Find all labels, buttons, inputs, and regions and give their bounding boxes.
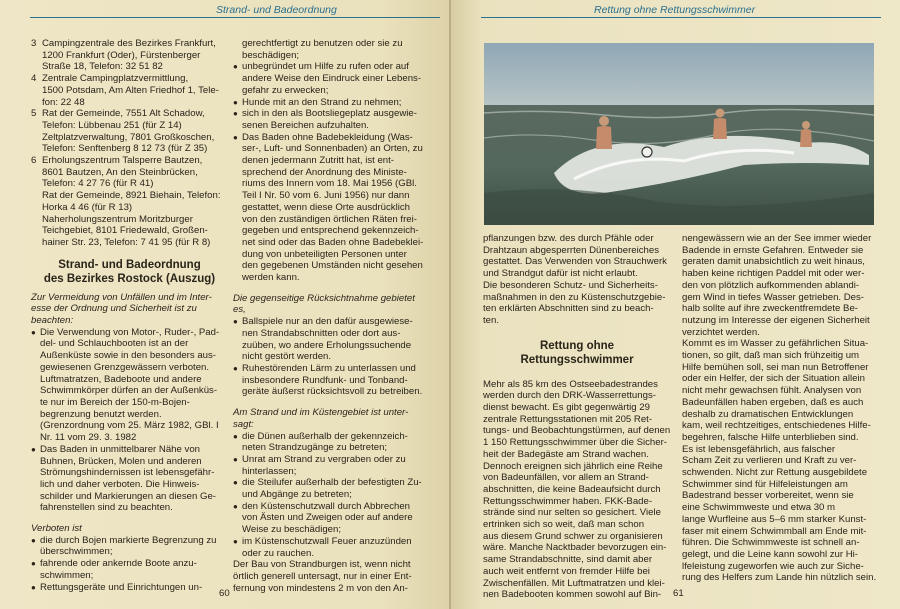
text-line: Unrat am Strand zu vergraben oder zu xyxy=(242,453,406,465)
text-line: maßnahmen in den zu Küstenschutzgebie- xyxy=(483,291,666,303)
bullet-item xyxy=(233,108,440,131)
bullet-item xyxy=(233,97,440,109)
address-entry xyxy=(31,155,228,249)
text-line: sprechend der Anordnung des Ministe- xyxy=(242,166,407,178)
text-line: unbegründet um Hilfe zu rufen oder auf xyxy=(242,61,409,73)
text-line: ten erklärten Abschnitten sind zu beach- xyxy=(483,303,654,315)
text-line: im Küstenschutzwall Feuer anzuzünden xyxy=(242,535,412,547)
text-line: Drahtzaun abgesperrten Dünenbereiches xyxy=(483,244,659,256)
left-page-header: Strand- und Badeordnung xyxy=(216,4,337,16)
bullet-item xyxy=(31,327,228,444)
text-line: tionen, so gilt, daß man sich frühzeitig um xyxy=(682,350,860,362)
text-line: hainer Str. 23, Telefon: 7 41 95 (für R 8) xyxy=(42,236,211,248)
entry-number: 5 xyxy=(31,108,37,120)
text-line: gegeben und entsprechend gekennzeich- xyxy=(242,225,419,237)
text-line: dienst bewacht. Es gibt gegenwärtig 29 xyxy=(483,402,650,414)
text-line: Naherholungszentrum Moritzburger xyxy=(42,213,193,225)
text-line: örtlich generell untersagt, nur in einer Ent- xyxy=(233,570,412,582)
text-line: andere Weise den Eindruck einer Lebens- xyxy=(242,73,422,85)
text-line: beachten: xyxy=(31,315,74,327)
text-line: verzichtet werden. xyxy=(682,326,760,338)
text-line: halb sollte auf ihre zweckentfremdete Be- xyxy=(682,303,858,315)
text-line: von Ästen und Zweigen oder auf andere xyxy=(242,512,413,524)
text-line: den von plötzlich aufkommenden ablandi- xyxy=(682,279,860,291)
text-line: riums des Innern vom 18. Mai 1956 (GBl. xyxy=(242,178,417,190)
text-line: und Strandgut dafür ist nicht erlaubt. xyxy=(483,268,638,280)
bullet-item xyxy=(31,444,228,514)
text-line: ertrinken sich so weit, daß man schon xyxy=(483,519,645,531)
text-line: dung von unbeteiligten Personen unter xyxy=(242,248,407,260)
text-line: lange Wurfleine aus 5–6 mm starker Kunst- xyxy=(682,513,867,525)
text-line: den gegebenen Umständen nicht gesehen xyxy=(242,260,423,272)
bullet-icon: ● xyxy=(31,327,36,337)
text-line: Ruhestörenden Lärm zu unterlassen und xyxy=(242,362,416,374)
text-line: gefahr zu erwecken; xyxy=(242,84,329,96)
text-line: die Dünen außerhalb der gekennzeich- xyxy=(242,430,408,442)
text-line: und Abgänge zu betreten; xyxy=(242,489,352,501)
text-line: te nur im Bereich der 150-m-Bojen- xyxy=(40,396,190,408)
text-line: 1 150 Rettungsschwimmer über die Sicher- xyxy=(483,437,667,449)
text-line: schwimmen; xyxy=(40,569,94,581)
bullet-item xyxy=(233,431,440,454)
right-page-column-1 xyxy=(483,233,671,601)
text-line: (Grenzordnung vom 25. März 1982, GBl. I xyxy=(40,420,219,432)
text-line: Dennoch ereignen sich jährlich eine Reihe xyxy=(483,460,663,472)
bullet-icon: ● xyxy=(31,535,36,545)
text-line: werden kann. xyxy=(242,272,300,284)
text-line: Telefon: Senftenberg 8 12 73 (für Z 35) xyxy=(42,143,208,155)
text-line: Campingzentrale des Bezirkes Frankfurt, xyxy=(42,38,216,49)
verboten-label: Verboten ist xyxy=(31,523,82,535)
text-line: Schwimmkörper dürfen an der Außenküs- xyxy=(40,385,218,397)
right-page-column-2 xyxy=(682,233,878,584)
text-line: überschwimmen; xyxy=(40,546,113,558)
text-line: schilder und Markierungen an diesen Ge- xyxy=(40,490,216,502)
text-line: Rat der Gemeinde, 8921 Biehain, Telefon: xyxy=(42,190,221,202)
bullet-item xyxy=(31,582,228,594)
text-line: sagt: xyxy=(233,418,254,430)
text-line: 1500 Potsdam, Am Alten Friedhof 1, Tele- xyxy=(42,84,219,96)
text-line: del- und Schlauchbooten ist an der xyxy=(40,338,189,350)
address-entry xyxy=(31,73,228,108)
bullet-icon: ● xyxy=(31,559,36,569)
text-line: Die gegenseitige Rücksichtnahme gebietet xyxy=(233,292,415,304)
text-line: führen. Die Schwimmweste ist schnell an- xyxy=(682,537,860,549)
text-line: Das Baden ohne Badebekleidung (Was- xyxy=(242,131,413,143)
text-line: Weise zu beschädigen; xyxy=(242,524,342,536)
text-line: Badende in ernste Gefahren. Entweder sie xyxy=(682,244,864,256)
text-line: Der Bau von Strandburgen ist, wenn nicht xyxy=(233,559,411,571)
text-line: nutzung im Interesse der eigenen Sicherheit xyxy=(682,314,870,326)
text-line: net sind oder das Baden ohne Badebeklei- xyxy=(242,236,424,248)
text-line: Zur Vermeidung von Unfällen und im Inter- xyxy=(31,291,212,303)
text-line: eine Schwimmweste und etwa 30 m xyxy=(682,502,836,514)
text-line: Scham Zeit zu verlieren und Kraft zu ver- xyxy=(682,455,857,467)
bullet-icon: ● xyxy=(233,317,238,327)
beach-photo-illustration xyxy=(484,43,874,225)
bullet-item xyxy=(31,535,228,558)
text-line: nen Strandabschnitten oder dort aus- xyxy=(242,327,401,339)
beach-photo xyxy=(484,43,874,225)
text-line: Zentrale Campingplatzvermittlung, xyxy=(42,73,189,85)
text-line: wäre. Manche Nacktbader bevorzugen ein- xyxy=(483,542,667,554)
text-line: Es ist lebensgefährlich, aus falscher xyxy=(682,443,836,455)
text-line: den Küstenschutzwall durch Abbrechen xyxy=(242,500,410,512)
text-line: Die besonderen Schutz- und Sicherheits- xyxy=(483,279,658,291)
bullet-item xyxy=(233,132,440,284)
text-line: strände sind nur selten so gesichert. Viele xyxy=(483,507,661,519)
text-line: beschädigen; xyxy=(242,49,300,61)
bullet-icon: ● xyxy=(233,536,238,546)
left-page xyxy=(0,0,449,609)
bullet-item xyxy=(233,316,440,363)
text-line: Rettungsschwimmer haben. FKK-Bade- xyxy=(483,495,653,507)
bullet-item xyxy=(233,61,440,96)
text-line: pflanzungen bzw. des durch Pfähle oder xyxy=(483,233,654,244)
left-page-column-1 xyxy=(31,38,228,593)
text-line: es, xyxy=(233,304,246,316)
text-line: geraten damit unabsichtlich zu weit hinaus, xyxy=(682,256,865,268)
bullet-item xyxy=(233,363,440,398)
text-line: Badeunfällen haben ergeben, daß es auch xyxy=(682,396,864,408)
text-line: haben keine richtigen Paddel mit oder wer- xyxy=(682,268,865,280)
text-line: lfeleistung zugeworfen wie auch zur Siche- xyxy=(682,560,864,572)
text-line: gestattet. Das Verwenden von Strauchwerk xyxy=(483,256,667,268)
text-line: Nr. 11 vom 29. 3. 1982 xyxy=(40,432,137,444)
address-entry xyxy=(31,108,228,155)
text-line: Badestrand besser vorbereitet, wenn sie xyxy=(682,490,854,502)
bullet-item xyxy=(31,558,228,581)
text-line: die Steilufer außerhalb der befestigten Zu- xyxy=(242,477,422,489)
text-line: zuüben, wo andere Erholungssuchende xyxy=(242,339,412,351)
text-line: rung des Helfers zum Lande hin nützlich sein. xyxy=(682,572,877,584)
section-heading: Rettung ohne Rettungsschwimmer xyxy=(520,339,634,366)
text-line: gewiesenen Grenzgewässern verboten. xyxy=(40,361,210,373)
text-line: hinterlassen; xyxy=(242,465,297,477)
text-line: Telefon: 4 27 76 (für R 41) xyxy=(42,178,154,190)
bullet-item xyxy=(233,536,440,559)
text-line: von den zuständigen örtlichen Räten frei- xyxy=(242,213,417,225)
text-line: Kommt es im Wasser zu gefährlichen Situa- xyxy=(682,338,869,350)
text-line: Zeltplatzverwaltung, 7801 Großkoschen, xyxy=(42,131,215,143)
page-number-right: 61 xyxy=(673,588,684,599)
text-line: Rat der Gemeinde, 7551 Alt Schadow, xyxy=(42,108,205,120)
text-line: tungs- und Beobachtungstürmen, auf denen xyxy=(483,425,671,437)
text-line: oder zu rauchen. xyxy=(242,547,314,559)
bullet-icon: ● xyxy=(233,478,238,488)
text-line: begrenzung benutzt werden. xyxy=(40,408,162,420)
text-line: Strömungshindernissen ist lebensgefähr- xyxy=(40,467,215,479)
text-line: Ballspiele nur an den dafür ausgewiese- xyxy=(242,316,413,328)
text-line: fahrenstellen sind zu beachten. xyxy=(40,502,173,514)
bullet-icon: ● xyxy=(233,454,238,464)
text-line: Mehr als 85 km des Ostseebadestrandes xyxy=(483,378,658,390)
text-line: Am Strand und im Küstengebiet ist unter- xyxy=(233,407,409,419)
bullet-icon: ● xyxy=(233,363,238,373)
bullet-item xyxy=(233,454,440,477)
text-line: deshalb zu dramatischen Entwicklungen xyxy=(682,408,854,420)
text-line: des Bezirkes Rostock (Auszug) xyxy=(43,272,216,285)
text-line: nengewässern wie an der See immer wieder xyxy=(682,233,872,244)
text-line: gelegt, und die Leine kann sowohl zur Hi- xyxy=(682,548,858,560)
bullet-icon: ● xyxy=(31,444,36,454)
text-line: Telefon: Lübbenau 251 (für Z 14) xyxy=(42,119,182,131)
bullet-icon: ● xyxy=(233,62,238,72)
text-line: fon: 22 48 xyxy=(42,96,85,108)
bullet-icon: ● xyxy=(233,431,238,441)
text-line: nicht mehr gewachsen fühlt. Analysen von xyxy=(682,385,862,397)
left-page-column-2 xyxy=(233,38,440,594)
text-line: Straße 18, Telefon: 32 51 82 xyxy=(42,61,163,73)
text-line: Erholungszentrum Talsperre Bautzen, xyxy=(42,155,203,167)
bullet-icon: ● xyxy=(31,582,36,592)
text-line: Die Verwendung von Motor-, Ruder-, Pad- xyxy=(40,326,220,338)
text-line: senen Bereichen aufzuhalten. xyxy=(242,119,369,131)
bullet-icon: ● xyxy=(233,132,238,142)
header-rule xyxy=(481,17,881,18)
text-line: Luftmatratzen, Badeboote und andere xyxy=(40,373,202,385)
text-line: Schwimmer sind für Hilfeleistungen am xyxy=(682,478,848,490)
text-line: Hunde mit an den Strand zu nehmen; xyxy=(242,96,402,108)
text-line: Zwischenfällen. Mit Luftmatratzen und klei- xyxy=(483,577,665,589)
entry-number: 6 xyxy=(31,155,37,167)
text-line: die durch Bojen markierte Begrenzung zu xyxy=(40,534,217,546)
text-line: geräte äußerst rücksichtsvoll zu betreiben. xyxy=(242,386,423,398)
text-line: fernung von mindestens 2 m von den An- xyxy=(233,582,408,594)
bullet-icon: ● xyxy=(233,501,238,511)
text-line: auch weit entfernt von fremder Hilfe bei xyxy=(483,565,650,577)
text-line: Teil I Nr. 50 vom 6. Juni 1956) nur dann xyxy=(242,190,410,202)
header-rule xyxy=(30,17,440,18)
bullet-icon: ● xyxy=(233,109,238,119)
page-number-left: 60 xyxy=(219,588,230,599)
text-line: Rettungsgeräte und Einrichtungen un- xyxy=(40,581,203,593)
text-line: fahrende oder ankernde Boote anzu- xyxy=(40,558,197,570)
text-line: Teichgebiet, 8101 Friedewald, Großen- xyxy=(42,225,208,237)
text-line: ten. xyxy=(483,314,500,326)
text-line: begehren, falsche Hilfe unterblieben sind. xyxy=(682,431,859,443)
bullet-item xyxy=(233,477,440,500)
text-line: 8601 Bautzen, An den Steinbrücken, xyxy=(42,166,198,178)
text-line: Das Baden in unmittelbarer Nähe von xyxy=(40,443,200,455)
entry-number: 3 xyxy=(31,38,37,49)
text-line: nen Badebooten kommen sowohl auf Bin- xyxy=(483,589,662,601)
text-line: abschnitten, die keine Badeaufsicht durch xyxy=(483,483,661,495)
text-line: neten Strandzugänge zu betreten; xyxy=(242,442,388,454)
text-line: ser-, Luft- und Sonnenbaden) an Orten, zu xyxy=(242,143,423,155)
text-line: Buhnen, Brücken, Molen und anderen xyxy=(40,455,202,467)
text-line: faser mit einem Schwimmball am Ende mit- xyxy=(682,525,867,537)
text-line: gerechtfertigt zu benutzen oder sie zu xyxy=(242,38,403,49)
right-page-header: Rettung ohne Rettungsschwimmer xyxy=(594,4,756,16)
text-line: Strand- und Badeordnung xyxy=(58,258,201,271)
text-line: zentrale Rettungsstationen mit 205 Ret- xyxy=(483,413,653,425)
text-line: gem Wind in tiefes Wasser getrieben. Des- xyxy=(682,291,864,303)
text-line: Horka 4 46 (für R 13) xyxy=(42,201,133,213)
text-line: heit der Badegäste am Strand wachen. xyxy=(483,448,649,460)
text-line: Hilfe bemühen soll, sei man nun Betroffener xyxy=(682,361,869,373)
text-line: denen jedermann Zutritt hat, ist ent- xyxy=(242,155,394,167)
text-line: werden durch den DRK-Wasserrettungs- xyxy=(483,390,656,402)
text-line: esse der Ordnung und Sicherheit ist zu xyxy=(31,303,197,315)
text-line: oder ein Helfer, der sich der Situation allein xyxy=(682,373,865,385)
text-line: insbesondere Rundfunk- und Tonband- xyxy=(242,374,408,386)
text-line: von Badeunfällen, vor allem an Strand- xyxy=(483,472,649,484)
text-line: gestattet, wenn diese Orte ausdrücklich xyxy=(242,201,410,213)
entry-number: 4 xyxy=(31,73,37,85)
text-line: kam, weil rechtzeitiges, entschiedenes Hilfe- xyxy=(682,420,871,432)
text-line: lich und daher verboten. Die Hinweis- xyxy=(40,478,200,490)
text-line: nicht gestört werden. xyxy=(242,351,332,363)
address-entry xyxy=(31,38,228,73)
text-line: schwenden. Nicht zur Rettung ausgebildete xyxy=(682,467,868,479)
text-line: same Strandabschnitte, sind damit aber xyxy=(483,554,653,566)
bullet-item xyxy=(233,501,440,536)
text-line: sich in den als Bootsliegeplatz ausgewie- xyxy=(242,108,417,120)
section-heading xyxy=(31,258,228,286)
bullet-icon: ● xyxy=(233,97,238,107)
text-line: 1200 Frankfurt (Oder), Fürstenberger xyxy=(42,49,201,61)
text-line: aus diesem Grund schwer zu organisieren xyxy=(483,530,663,542)
text-line: Außenküste sowie in den besonders aus- xyxy=(40,350,216,362)
